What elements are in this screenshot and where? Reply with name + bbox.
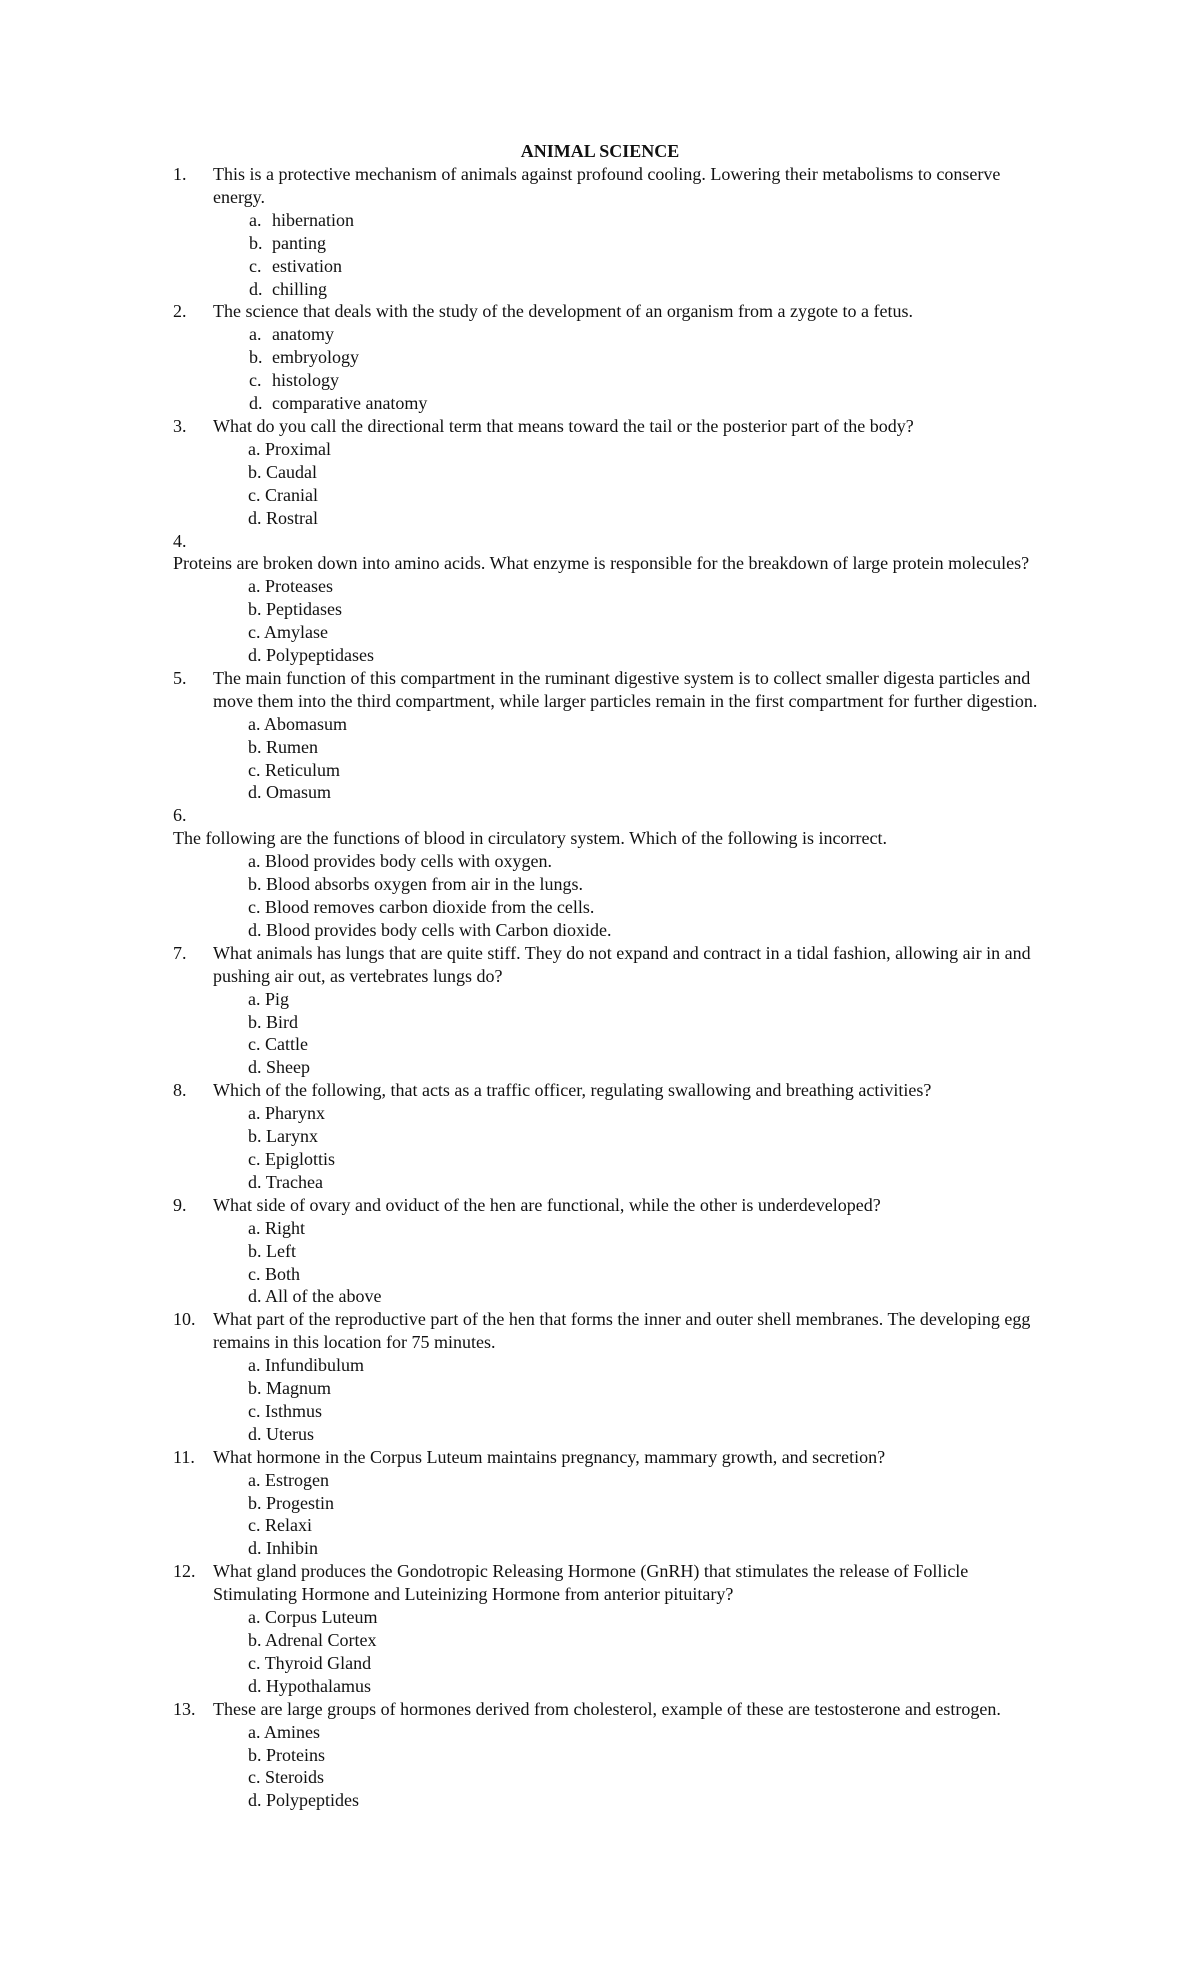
option-a (173, 850, 1053, 873)
options-list (173, 438, 1053, 530)
question-text: What hormone in the Corpus Luteum maintains pregnancy, mammary growth, and secretion? (213, 1446, 886, 1467)
options-list (173, 850, 1053, 942)
option-text: Progestin (266, 1492, 335, 1513)
options-list (173, 1469, 1053, 1561)
option-text: Corpus Luteum (265, 1607, 378, 1628)
option-b (173, 1125, 1053, 1148)
option-text: Sheep (266, 1057, 310, 1078)
question-stem (173, 415, 1053, 438)
option-d (173, 644, 1053, 667)
option-letter: d. (248, 782, 262, 803)
question-text: What part of the reproductive part of the hen that forms the inner and outer shell membranes. The developing egg remains in this location for 75 minutes. (213, 1309, 1031, 1353)
option-c (173, 1263, 1053, 1286)
option-letter: c. (249, 370, 262, 391)
option-d (173, 1056, 1053, 1079)
page-title: ANIMAL SCIENCE (520, 141, 680, 161)
option-a (173, 438, 1053, 461)
option-c (173, 896, 1053, 919)
question-10 (173, 1308, 1053, 1445)
option-letter: c. (248, 1515, 261, 1536)
question-number: 4. (173, 530, 187, 551)
option-letter: c. (248, 1148, 261, 1169)
option-letter: b. (248, 461, 262, 482)
option-d (173, 278, 1053, 301)
option-letter: d. (248, 507, 262, 528)
option-letter: a. (248, 1355, 261, 1376)
options-list (173, 209, 1053, 301)
option-letter: c. (249, 255, 262, 276)
question-stem (173, 667, 1053, 713)
option-a (173, 1217, 1053, 1240)
option-text: Caudal (266, 461, 317, 482)
option-d (173, 1423, 1053, 1446)
option-b (173, 1744, 1053, 1767)
question-text: These are large groups of hormones derived from cholesterol, example of these are testosterone and estrogen. (213, 1698, 1001, 1719)
option-text: Pig (265, 988, 290, 1009)
option-letter: c. (248, 484, 261, 505)
question-number: 3. (173, 415, 187, 436)
question-6 (173, 804, 1053, 941)
question-number: 1. (173, 164, 187, 184)
option-letter: d. (249, 393, 263, 414)
options-list (173, 1606, 1053, 1698)
option-d (173, 1285, 1053, 1308)
option-a (173, 1606, 1053, 1629)
option-b (173, 1011, 1053, 1034)
option-letter: c. (248, 1652, 261, 1673)
question-text: What gland produces the Gondotropic Releasing Hormone (GnRH) that stimulates the release of Follicle Stimulating Hormone and Luteinizing Hormone from anterior pituitary? (213, 1561, 969, 1605)
option-text: panting (272, 232, 326, 253)
options-list (173, 323, 1053, 415)
option-a (173, 713, 1053, 736)
option-text: Reticulum (265, 759, 340, 780)
option-d (173, 919, 1053, 942)
options-list (173, 713, 1053, 805)
option-b (173, 1240, 1053, 1263)
option-letter: a. (248, 1103, 261, 1124)
option-text: chilling (272, 278, 327, 299)
option-letter: b. (248, 1492, 262, 1513)
option-letter: d. (248, 1057, 262, 1078)
option-text: Proteins (266, 1744, 326, 1765)
question-number: 6. (173, 805, 187, 826)
question-text: What do you call the directional term that means toward the tail or the posterior part of the body? (213, 415, 914, 436)
option-letter: a. (248, 438, 261, 459)
option-b (173, 232, 1053, 255)
option-text: histology (272, 370, 340, 391)
option-a (173, 1721, 1053, 1744)
option-a (173, 1469, 1053, 1492)
option-letter: c. (248, 1767, 261, 1788)
option-letter: c. (248, 1263, 261, 1284)
option-letter: a. (248, 1469, 261, 1490)
option-text: hibernation (272, 209, 354, 230)
option-a (173, 1354, 1053, 1377)
options-list (173, 1102, 1053, 1194)
question-stem (173, 1698, 1053, 1721)
option-d (173, 392, 1053, 415)
option-text: All of the above (265, 1286, 382, 1307)
option-letter: b. (248, 1011, 262, 1032)
option-text: Magnum (266, 1378, 331, 1399)
option-text: Peptidases (266, 599, 342, 620)
options-list (173, 988, 1053, 1080)
option-letter: a. (249, 209, 262, 230)
question-text: What animals has lungs that are quite stiff. They do not expand and contract in a tidal fashion, allowing air in and pushing air out, as vertebrates lungs do? (213, 942, 1031, 986)
option-letter: d. (248, 919, 262, 940)
question-number: 2. (173, 301, 187, 322)
option-text: Polypeptidases (266, 645, 374, 666)
option-letter: b. (248, 1378, 262, 1399)
option-a (173, 575, 1053, 598)
option-c (173, 255, 1053, 278)
question-stem (173, 300, 1053, 323)
option-a (173, 988, 1053, 1011)
question-2 (173, 300, 1053, 415)
option-text: Blood provides body cells with Carbon dioxide. (266, 919, 612, 940)
option-letter: a. (248, 1607, 261, 1628)
option-letter: a. (248, 851, 261, 872)
option-text: Uterus (266, 1423, 314, 1444)
option-text: Thyroid Gland (264, 1652, 372, 1673)
option-c (173, 1033, 1053, 1056)
option-letter: d. (248, 1538, 262, 1559)
option-d (173, 1675, 1053, 1698)
option-letter: c. (248, 1400, 261, 1421)
option-text: anatomy (272, 324, 334, 345)
option-b (173, 598, 1053, 621)
option-text: Blood absorbs oxygen from air in the lungs. (266, 874, 583, 895)
question-9 (173, 1194, 1053, 1309)
question-text: This is a protective mechanism of animals against profound cooling. Lowering their metabolisms to conserve energy. (213, 164, 1001, 207)
option-letter: b. (248, 1630, 262, 1650)
question-1 (173, 163, 1053, 300)
option-letter: a. (249, 324, 262, 345)
question-11 (173, 1446, 1053, 1561)
option-text: Polypeptides (266, 1790, 359, 1811)
option-b (173, 346, 1053, 369)
question-number: 5. (173, 667, 187, 688)
option-text: Blood removes carbon dioxide from the cells. (265, 897, 595, 917)
option-text: Relaxi (265, 1515, 312, 1536)
option-letter: b. (249, 232, 263, 253)
option-text: Epiglottis (265, 1148, 336, 1169)
question-stem (173, 163, 1053, 209)
option-text: Estrogen (265, 1469, 329, 1490)
options-list (173, 575, 1053, 667)
option-d (173, 1789, 1053, 1812)
option-a (173, 209, 1053, 232)
option-b (173, 1377, 1053, 1400)
option-text: Larynx (266, 1126, 318, 1147)
question-4 (173, 530, 1053, 667)
option-text: Cattle (265, 1034, 308, 1055)
option-letter: b. (248, 599, 262, 620)
option-letter: b. (248, 1240, 262, 1261)
question-text: The following are the functions of blood in circulatory system. Which of the following is incorrect. (173, 828, 887, 849)
option-text: Inhibin (266, 1538, 318, 1559)
options-list (173, 1217, 1053, 1309)
option-letter: d. (248, 1286, 262, 1307)
option-letter: d. (249, 278, 263, 299)
option-c (173, 1766, 1053, 1789)
option-text: Blood provides body cells with oxygen. (265, 851, 552, 872)
option-text: Bird (266, 1011, 299, 1032)
question-text: The main function of this compartment in the ruminant digestive system is to collect smaller digesta particles and move them into the third compartment, while larger particles remain in the first compartment for further digestion. (213, 667, 1038, 711)
option-b (173, 1629, 1053, 1652)
question-7 (173, 942, 1053, 1079)
option-b (173, 873, 1053, 896)
question-stem (173, 530, 1053, 576)
option-letter: b. (248, 1744, 262, 1765)
options-list (173, 1354, 1053, 1446)
option-text: Left (266, 1240, 296, 1261)
question-3 (173, 415, 1053, 530)
option-letter: d. (248, 1423, 262, 1444)
option-text: Proteases (265, 576, 333, 597)
question-stem (173, 804, 1053, 850)
question-stem (173, 1446, 1053, 1469)
question-8 (173, 1079, 1053, 1194)
question-stem (173, 1560, 1053, 1606)
option-c (173, 484, 1053, 507)
option-text: Abomasum (264, 713, 348, 734)
option-letter: a. (248, 1217, 261, 1238)
question-stem (173, 1308, 1053, 1354)
question-number: 12. (173, 1561, 196, 1582)
option-text: embryology (272, 347, 359, 368)
option-text: Rostral (266, 507, 318, 528)
question-stem (173, 942, 1053, 988)
option-letter: c. (248, 622, 261, 643)
option-letter: d. (248, 645, 262, 666)
option-b (173, 736, 1053, 759)
option-letter: d. (248, 1675, 262, 1696)
question-13 (173, 1698, 1053, 1813)
option-text: Trachea (265, 1171, 324, 1192)
question-number: 13. (173, 1698, 196, 1719)
options-list (173, 1721, 1053, 1813)
option-b (173, 461, 1053, 484)
option-b (173, 1492, 1053, 1515)
option-text: Amines (264, 1721, 321, 1742)
option-d (173, 1171, 1053, 1194)
option-letter: d. (248, 1790, 262, 1811)
option-letter: c. (248, 1034, 261, 1055)
option-text: estivation (272, 255, 342, 276)
option-text: Both (265, 1263, 301, 1284)
question-number: 10. (173, 1309, 196, 1330)
option-letter: b. (248, 736, 262, 757)
option-d (173, 507, 1053, 530)
option-text: Omasum (266, 782, 331, 803)
option-letter: a. (248, 1721, 261, 1742)
option-text: comparative anatomy (272, 393, 428, 414)
option-text: Steroids (265, 1767, 325, 1788)
option-letter: c. (248, 897, 261, 917)
option-letter: b. (248, 874, 262, 895)
option-c (173, 1514, 1053, 1537)
option-letter: b. (248, 1126, 262, 1147)
question-number: 7. (173, 942, 187, 963)
option-d (173, 1537, 1053, 1560)
option-a (173, 323, 1053, 346)
option-c (173, 759, 1053, 782)
option-c (173, 621, 1053, 644)
question-number: 9. (173, 1194, 187, 1215)
option-c (173, 1652, 1053, 1675)
option-c (173, 1400, 1053, 1423)
option-d (173, 781, 1053, 804)
question-number: 11. (173, 1446, 195, 1467)
question-list (173, 163, 1053, 1812)
question-number: 8. (173, 1080, 187, 1101)
question-text: Which of the following, that acts as a traffic officer, regulating swallowing and breathing activities? (213, 1080, 932, 1101)
option-text: Isthmus (265, 1400, 323, 1421)
option-text: Pharynx (265, 1103, 325, 1124)
option-a (173, 1102, 1053, 1125)
option-letter: b. (249, 347, 263, 368)
option-text: Adrenal Cortex (265, 1630, 377, 1650)
option-letter: a. (248, 988, 261, 1009)
option-text: Amylase (264, 622, 328, 643)
option-letter: c. (248, 759, 261, 780)
option-c (173, 1148, 1053, 1171)
option-letter: a. (248, 713, 261, 734)
option-text: Cranial (265, 484, 318, 505)
option-c (173, 369, 1053, 392)
question-5 (173, 667, 1053, 804)
question-text: Proteins are broken down into amino acids. What enzyme is responsible for the breakdown of large protein molecules? (173, 553, 1030, 574)
option-text: Infundibulum (265, 1355, 364, 1376)
question-stem (173, 1079, 1053, 1102)
option-text: Right (265, 1217, 306, 1238)
option-text: Rumen (266, 736, 318, 757)
option-text: Hypothalamus (266, 1675, 371, 1696)
option-text: Proximal (265, 438, 331, 459)
question-text: What side of ovary and oviduct of the hen are functional, while the other is underdeveloped? (213, 1194, 881, 1215)
question-stem (173, 1194, 1053, 1217)
question-12 (173, 1560, 1053, 1697)
question-text: The science that deals with the study of the development of an organism from a zygote to a fetus. (213, 301, 913, 322)
option-letter: a. (248, 576, 261, 597)
option-letter: d. (248, 1171, 262, 1192)
